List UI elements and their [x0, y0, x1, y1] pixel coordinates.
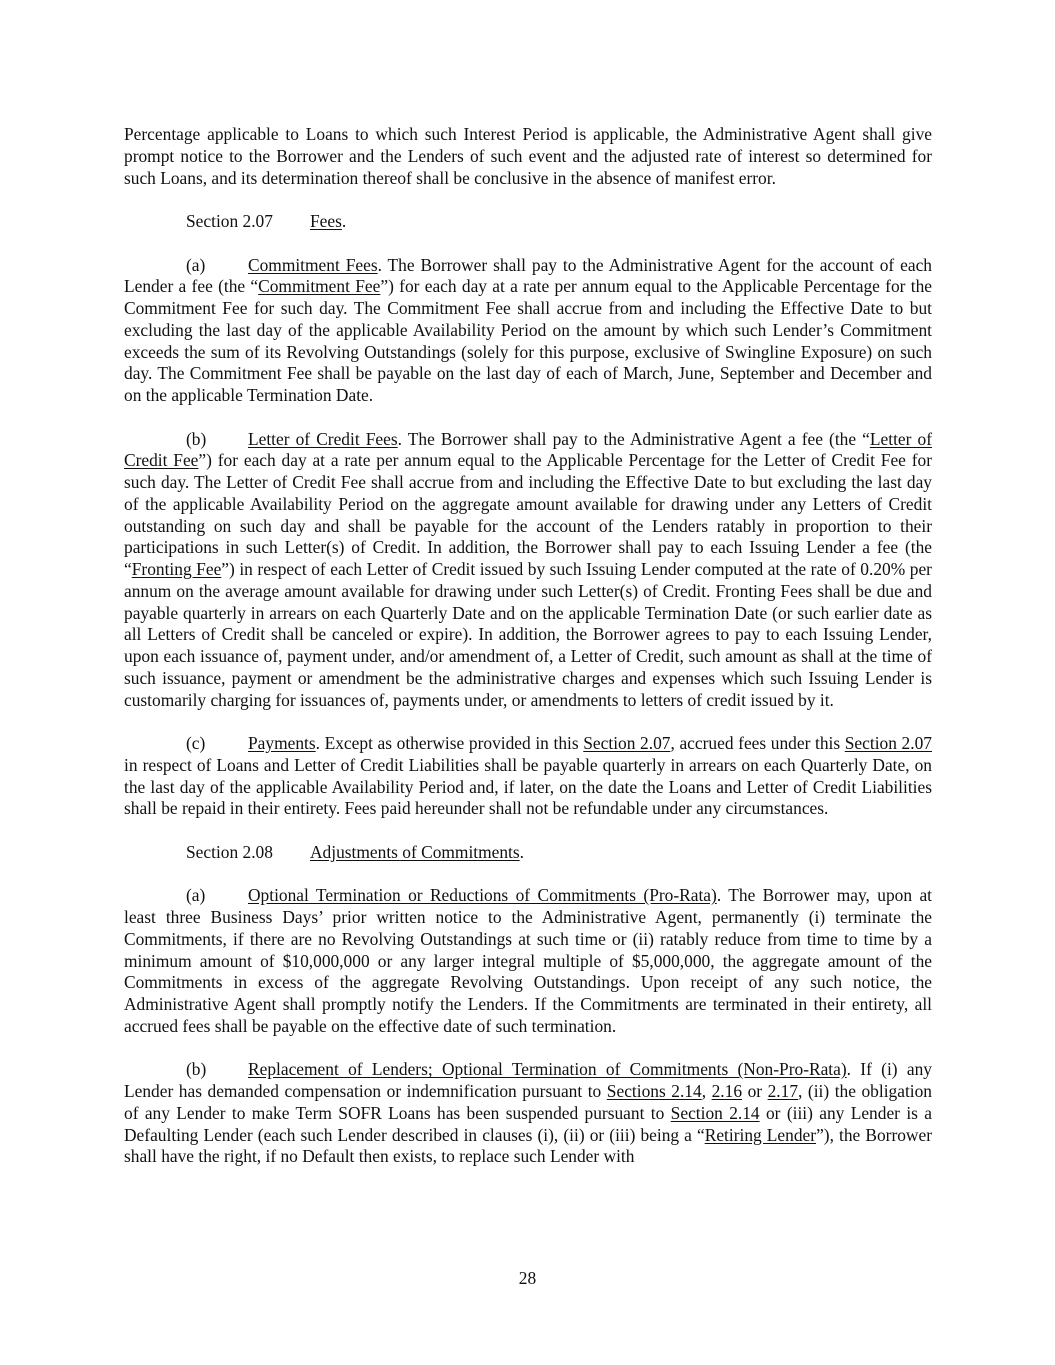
section-number: Section 2.08 [186, 841, 273, 862]
section-2-08-heading: Section 2.08 Adjustments of Commitments. [186, 841, 525, 862]
defined-term: Commitment Fee [258, 276, 381, 297]
section-title: Adjustments of Commitments [310, 841, 520, 862]
clause-label: (c) [186, 733, 206, 753]
clause-label: (b) [186, 428, 207, 449]
section-reference: 2.17 [767, 1081, 799, 1101]
section-reference: Section 2.07 [583, 733, 671, 753]
clause-label: (a) [186, 254, 206, 275]
paragraph-continuation: Percentage applicable to Loans to which such Interest Period is applicable, the Administrative Agent shall give prompt notice to the Borrower and the Lenders of such event and the adjusted rate of interest so determined for such Loans, and its determination thereof shall be conclusive in the absence of manifest error. [124, 124, 932, 188]
defined-term: Letter of Credit Fee [124, 428, 932, 471]
page-number: 28 [518, 1268, 537, 1288]
section-2-07-heading: Section 2.07 Fees. [186, 211, 347, 231]
paragraph-2-08-b: (b) Replacement of Lenders; Optional Termination of Commitments (Non-Pro-Rata). If (i) any Lender has demanded compensation or indemnification pursuant to Sections 2.14, 2.16 or 2.17, (ii) the obligation of any Lender to make Term SOFR Loans has been suspended pursuant to Section 2.14 or (iii) any Lender is a Defaulting Lender (each such Lender described in clauses (i), (ii) or (iii) being a “Retiring Lender”), the Borrower shall have the right, if no Default then exists, to replace such Lender with [124, 1059, 933, 1167]
section-reference: Section 2.07 [844, 733, 932, 753]
clause-title: Replacement of Lenders; Optional Termination of Commitments (Non-Pro-Rata) [248, 1059, 847, 1080]
paragraph-2-07-c: (c) Payments. Except as otherwise provided in this Section 2.07, accrued fees under this Section 2.07 in respect of Loans and Letter of Credit Liabilities shall be payable quarterly in arrears on each Quarterly Date, on the last day of the applicable Availability Period and, if later, on the date the Loans and Letter of Credit Liabilities shall be repaid in their entirety. Fees paid hereunder shall not be refundable under any circumstances. [124, 733, 932, 819]
section-reference: Section 2.14 [670, 1102, 760, 1123]
defined-term: Fronting Fee [131, 559, 222, 579]
clause-title: Payments [248, 733, 316, 753]
paragraph-2-07-b: (b) Letter of Credit Fees. The Borrower shall pay to the Administrative Agent a fee (the “Letter of Credit Fee”) for each day at a rate per annum equal to the Applicable Percentage for the Letter of Credit Fee for such day. The Letter of Credit Fee shall accrue from and including the Effective Date to but excluding the last day of the applicable Availability Period on the aggregate amount available for drawing under any Letters of Credit outstanding on such day and shall be payable for the account of the Lenders ratably in proportion to their participations in such Letter(s) of Credit. In addition, the Borrower shall pay to each Issuing Lender a fee (the “Fronting Fee”) in respect of each Letter of Credit issued by such Issuing Lender computed at the rate of 0.20% per annum on the average amount available for drawing under such Letter(s) of Credit. Fronting Fees shall be due and payable quarterly in arrears on each Quarterly Date and on the applicable Termination Date (or such earlier date as all Letters of Credit shall be canceled or expire). In addition, the Borrower agrees to pay to each Issuing Lender, upon each issuance of, payment under, and/or amendment of, a Letter of Credit, such amount as shall at the time of such issuance, payment or amendment be the administrative charges and expenses which such Issuing Lender is customarily charging for issuances of, payments under, or amendments to letters of credit issued by it. [124, 428, 932, 710]
section-reference: Sections 2.14 [606, 1081, 702, 1101]
section-number: Section 2.07 [186, 211, 273, 231]
clause-label: (a) [186, 885, 206, 906]
clause-title: Letter of Credit Fees [248, 428, 398, 449]
section-reference: 2.16 [711, 1081, 743, 1101]
paragraph-2-08-a: (a) Optional Termination or Reductions of Commitments (Pro-Rata). The Borrower may, upon at least three Business Days’ prior written notice to the Administrative Agent, permanently (i) terminate the Commitments, if there are no Revolving Outstandings at such time or (ii) ratably reduce from time to time by a minimum amount of $10,000,000 or any larger integral multiple of $5,000,000, the aggregate amount of the Commitments in excess of the aggregate Revolving Outstandings. Upon receipt of any such notice, the Administrative Agent shall promptly notify the Lenders. If the Commitments are terminated in their entirety, all accrued fees shall be payable on the effective date of such termination. [124, 885, 932, 1036]
section-title: Fees [310, 211, 342, 231]
defined-term: Retiring Lender [704, 1124, 817, 1145]
clause-title: Commitment Fees [248, 254, 378, 275]
clause-label: (b) [186, 1059, 207, 1080]
paragraph-2-07-a: (a) Commitment Fees. The Borrower shall pay to the Administrative Agent for the account of each Lender a fee (the “Commitment Fee”) for each day at a rate per annum equal to the Applicable Percentage for the Commitment Fee for such day. The Commitment Fee shall accrue from and including the Effective Date to but excluding the last day of the applicable Availability Period on the amount by which such Lender’s Commitment exceeds the sum of its Revolving Outstandings (solely for this purpose, exclusive of Swingline Exposure) on such day. The Commitment Fee shall be payable on the last day of each of March, June, September and December and on the applicable Termination Date. [124, 254, 932, 405]
clause-title: Optional Termination or Reductions of Commitments (Pro-Rata) [248, 885, 717, 906]
document-page [124, 124, 932, 1190]
